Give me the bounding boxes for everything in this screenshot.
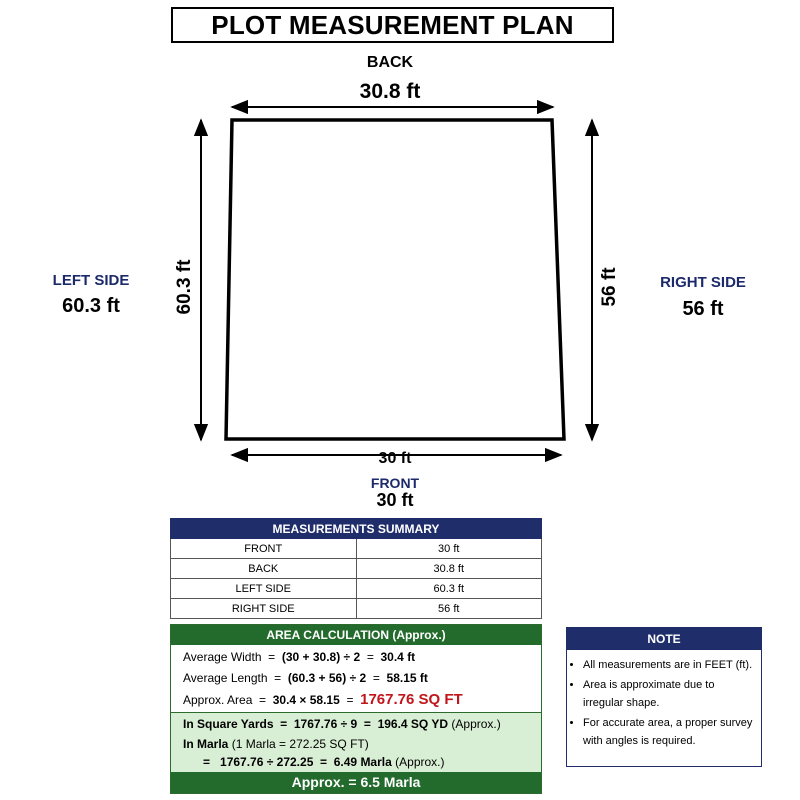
marla-note: (Approx.) bbox=[395, 755, 445, 769]
table-row bbox=[171, 559, 542, 579]
avg-width-result: 30.4 ft bbox=[380, 650, 416, 664]
approx-area-result: 1767.76 SQ FT bbox=[360, 691, 463, 708]
summary-front-name: FRONT bbox=[171, 539, 357, 559]
front-label: FRONT bbox=[370, 475, 420, 491]
summary-left-value: 60.3 ft bbox=[356, 579, 542, 599]
front-value: 30 ft bbox=[376, 490, 414, 510]
right-dimension-text: 56 ft bbox=[599, 267, 620, 307]
list-item: • Area is approximate due to irregular shape. bbox=[583, 676, 755, 712]
plot-outline bbox=[226, 120, 564, 439]
avg-length-formula: (60.3 + 56) ÷ 2 bbox=[287, 671, 367, 685]
back-label: BACK bbox=[366, 54, 414, 71]
avg-width-label: Average Width bbox=[183, 650, 262, 664]
avg-length-result: 58.15 ft bbox=[386, 671, 428, 685]
summary-right-name: RIGHT SIDE bbox=[171, 599, 357, 619]
sq-yards-label: In Square Yards bbox=[183, 717, 274, 731]
front-dimension-text: 30 ft bbox=[378, 450, 412, 467]
marla-formula: 1767.76 ÷ 272.25 bbox=[220, 755, 314, 769]
table-row bbox=[171, 539, 542, 559]
area-header: AREA CALCULATION (Approx.) bbox=[171, 625, 541, 645]
table-row bbox=[171, 579, 542, 599]
summary-front-value: 30 ft bbox=[356, 539, 542, 559]
left-dimension-text: 60.3 ft bbox=[174, 259, 195, 315]
list-item: • For accurate area, a proper survey with angles is required. bbox=[583, 714, 755, 750]
area-calculation-box bbox=[170, 624, 542, 794]
page-title: PLOT MEASUREMENT PLAN bbox=[171, 7, 614, 43]
note-box bbox=[566, 627, 762, 767]
summary-back-value: 30.8 ft bbox=[356, 559, 542, 579]
marla-definition: (1 Marla = 272.25 SQ FT) bbox=[231, 737, 369, 751]
area-calc-rows bbox=[171, 645, 541, 712]
summary-left-name: LEFT SIDE bbox=[171, 579, 357, 599]
marla-calc-row: = 1767.76 ÷ 272.25 = 6.49 Marla (Approx.) bbox=[203, 755, 445, 769]
summary-header: MEASUREMENTS SUMMARY bbox=[171, 519, 542, 539]
area-conversion-rows bbox=[171, 712, 541, 773]
sq-yards-note: (Approx.) bbox=[451, 717, 501, 731]
back-value: 30.8 ft bbox=[359, 80, 421, 103]
approx-area-formula: 30.4 × 58.15 bbox=[272, 693, 340, 707]
approx-area-label: Approx. Area bbox=[183, 693, 253, 707]
summary-right-value: 56 ft bbox=[356, 599, 542, 619]
sq-yards-result: 196.4 SQ YD bbox=[377, 717, 449, 731]
table-row bbox=[171, 599, 542, 619]
note-list bbox=[567, 656, 761, 750]
measurements-summary-table bbox=[170, 518, 542, 619]
avg-width-row: Average Width = (30 + 30.8) ÷ 2 = 30.4 ft bbox=[183, 650, 416, 664]
avg-length-label: Average Length bbox=[183, 671, 268, 685]
area-footer: Approx. = 6.5 Marla bbox=[171, 772, 541, 793]
list-item: • All measurements are in FEET (ft). bbox=[583, 656, 755, 674]
right-side-label: RIGHT SIDE bbox=[660, 274, 746, 291]
right-side-value: 56 ft bbox=[682, 298, 724, 320]
marla-label: In Marla bbox=[183, 737, 229, 751]
avg-width-formula: (30 + 30.8) ÷ 2 bbox=[281, 650, 361, 664]
avg-length-row: Average Length = (60.3 + 56) ÷ 2 = 58.15 ft bbox=[183, 671, 428, 685]
note-header: NOTE bbox=[567, 628, 761, 650]
marla-def-row bbox=[183, 737, 369, 751]
left-side-label: LEFT SIDE bbox=[52, 272, 130, 289]
sq-yards-formula: 1767.76 ÷ 9 bbox=[293, 717, 358, 731]
summary-back-name: BACK bbox=[171, 559, 357, 579]
left-side-value: 60.3 ft bbox=[62, 295, 120, 317]
approx-area-row: Approx. Area = 30.4 × 58.15 = 1767.76 SQ FT bbox=[183, 691, 463, 708]
sq-yards-row: In Square Yards = 1767.76 ÷ 9 = 196.4 SQ YD (Approx.) bbox=[183, 717, 501, 731]
marla-result: 6.49 Marla bbox=[333, 755, 392, 769]
